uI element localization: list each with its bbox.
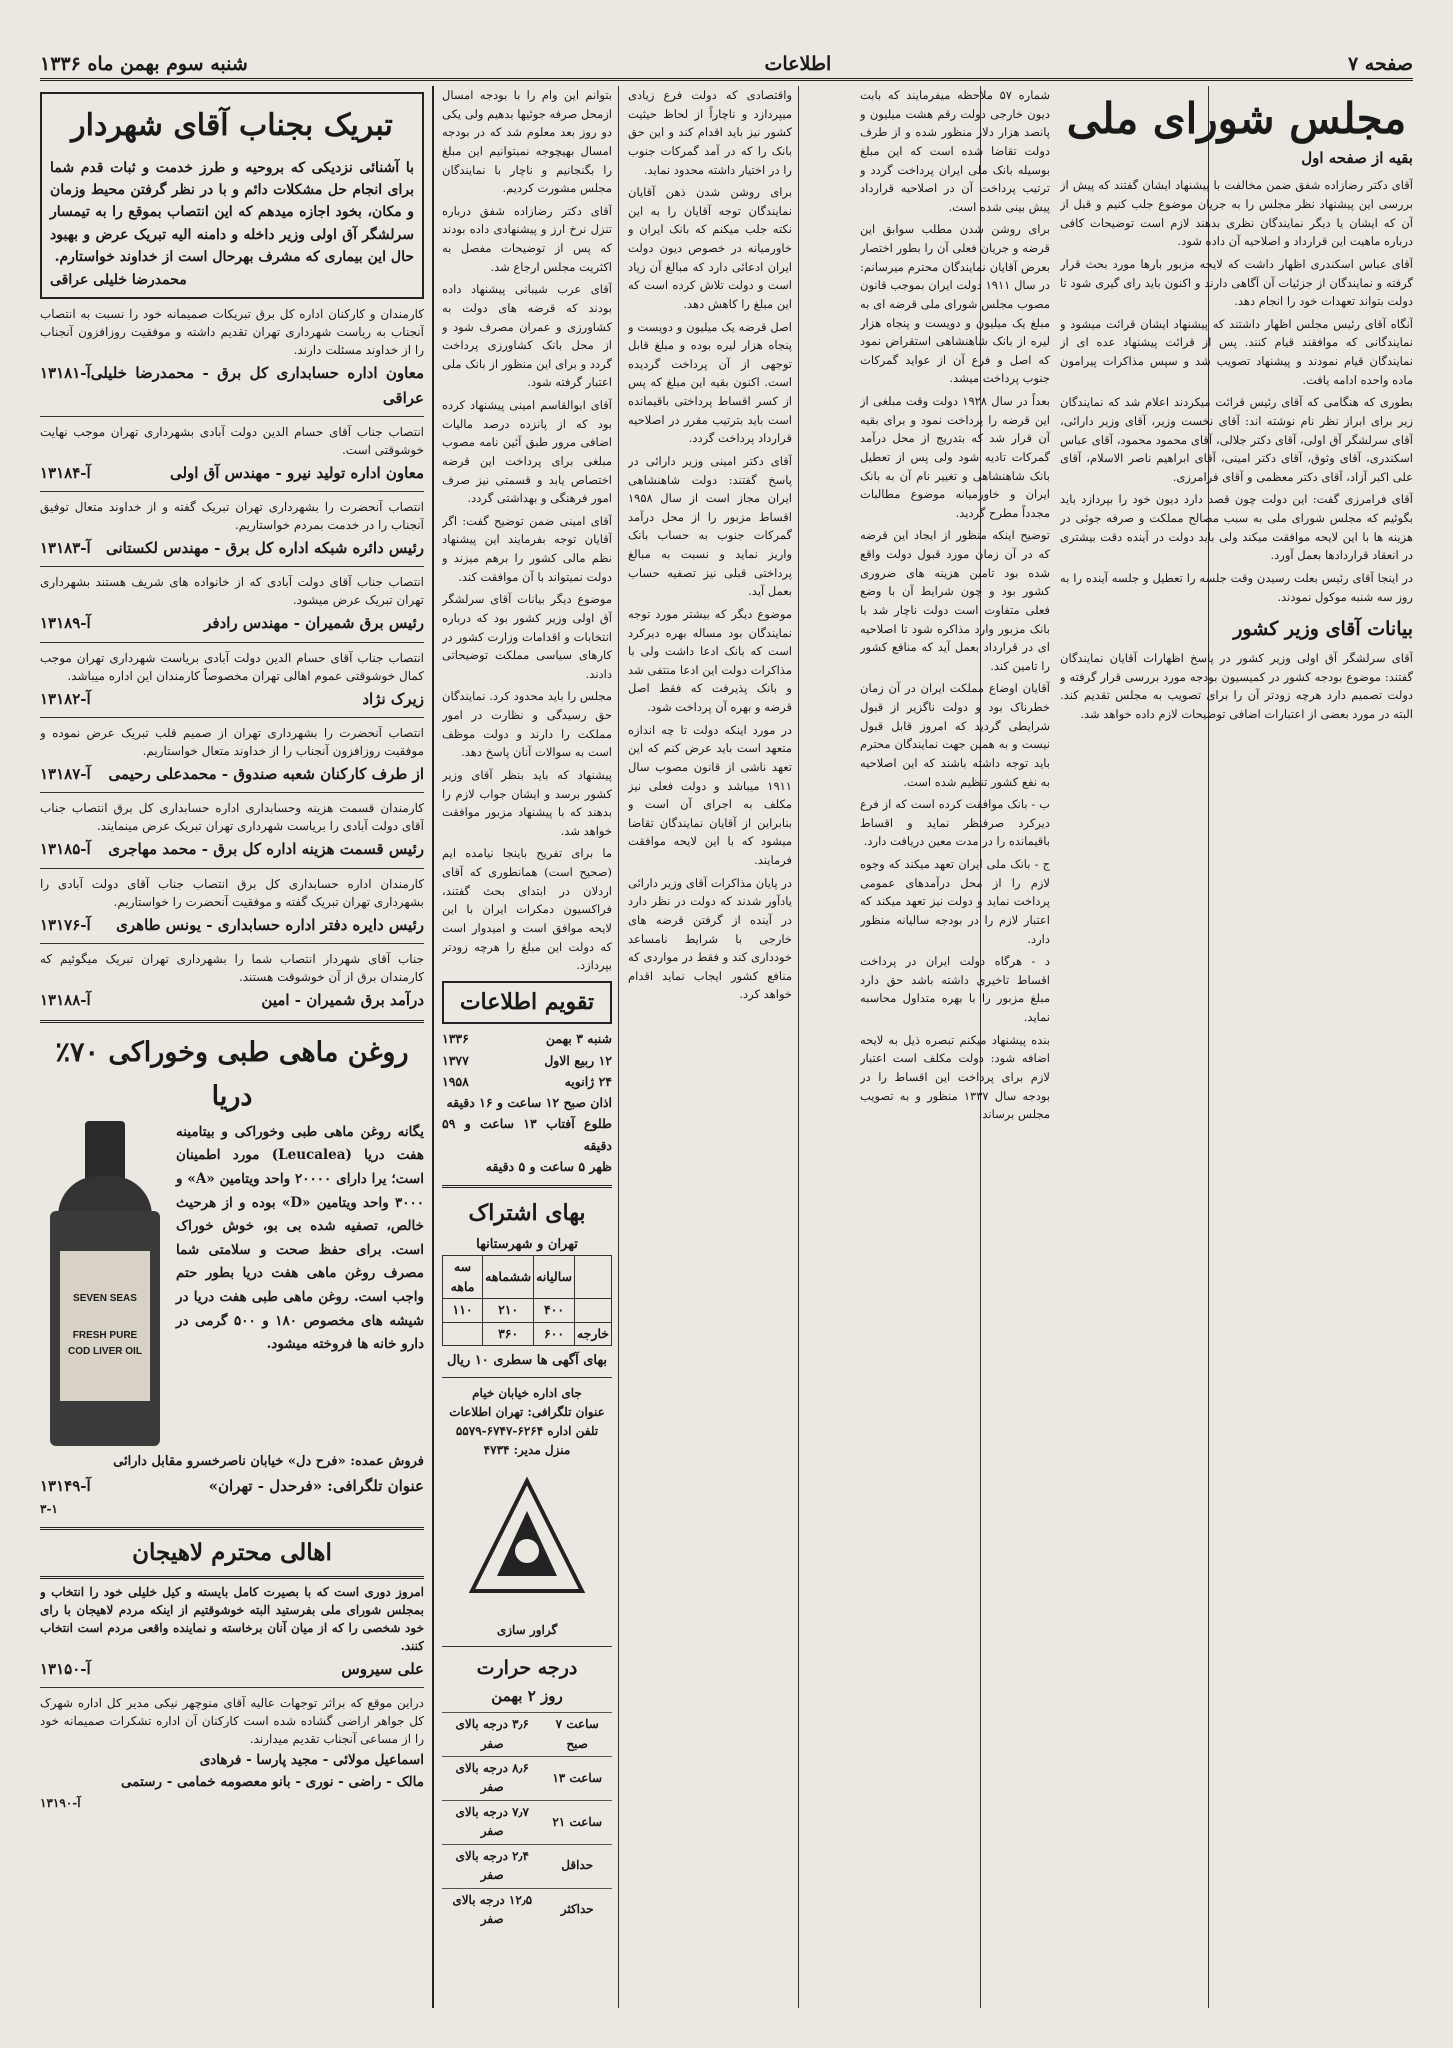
ad-code: آ-۱۳۱۸۴	[40, 463, 91, 482]
signature-name: زیرک نژاد	[362, 689, 424, 708]
table-cell: ۱۱۰	[443, 1299, 483, 1322]
article-paragraph: آقای عرب شیبانی پیشنهاد داده بودند که قرضه های دولت به کشاورزی و عمران مصرف شود و از محل بانک کشاورزی پرداخت گردد و برای این منظور از بانک ملی اعتبار گرفته شود.	[442, 282, 612, 390]
notice-signature	[40, 762, 424, 786]
divider	[40, 566, 424, 567]
ad-code: آ-۱۳۱۸۲	[40, 689, 91, 708]
divider	[442, 1646, 612, 1647]
notice-signature	[40, 837, 424, 861]
calendar-row	[442, 1071, 612, 1092]
notice-signature: مالک - راضی - نوری - بانو معصومه خمامی - رستمی	[121, 1773, 424, 1790]
notice-text: انتصاب جناب آقای دولت آبادی که از خانواده های شریف هستند بشهرداری تهران تبریک عرض میشود.	[40, 575, 424, 608]
signature-name: درآمد برق شمیران - امین	[261, 990, 424, 1009]
table-row	[442, 1800, 612, 1844]
calendar-title: تقویم اطلاعات	[442, 981, 612, 1025]
divider	[40, 943, 424, 944]
bottle-label-line: COD LIVER OIL	[68, 1345, 142, 1357]
table-cell: ۷٫۷ درجه بالای صفر	[442, 1800, 542, 1844]
article-paragraph: آقایان اوضاع مملکت ایران در آن زمان خطرناک بود و دولت ناگزیر از قبول شرایطی گردید که امروز قابل قبول نیست و به همین جهت نمایندگان محترم باید توجه داشته باشند که این اصلاحیه به نفع کشور تنظیم شده است.	[860, 681, 1050, 789]
parliament-column	[1060, 86, 1413, 2008]
fish-oil-ad	[40, 1031, 424, 1519]
signature-name: از طرف کارکنان شعبه صندوق - محمدعلی رحیمی	[108, 765, 424, 783]
divider	[40, 416, 424, 417]
table-row	[442, 1844, 612, 1888]
calendar-row	[442, 1050, 612, 1071]
calendar-label: اذان صبح ۱۲ ساعت و ۱۶ دقیقه	[446, 1095, 612, 1111]
ad-code: آ-۱۳۱۴۹	[40, 1476, 91, 1495]
box-signature: محمدرضا خلیلی عراقی	[50, 271, 187, 288]
calendar-value: ۱۳۷۷	[442, 1052, 469, 1068]
article-paragraph: آقای ابوالقاسم امینی پیشنهاد کرده بود که از پانزده درصد مالیات اضافی مرور طبق آئین نامه مصوب مبلغی برای پرداخت این قرضه اختصاص یابد و قسمتی نیز صرف امور فرهنگی و بهداشتی گردد.	[442, 398, 612, 506]
article-paragraph: ب - بانک موافقت کرده است که از فرع دیرکرد صرفنظر نماید و اقساط باقیمانده را در مدت معین دریافت دارد.	[860, 797, 1050, 849]
divider	[40, 868, 424, 869]
article-paragraph: آنگاه آقای رئیس مجلس اظهار داشتند که پیشنهاد ایشان قرائت میشود و نمایندگانی که موافقند قیام کنند. پس از قرائت پیشنهاد عده ای از نمایندگان قیام نمودند و پیشنهاد تصویب شد و سپس مذاکرات پیرامون ماده واحده ادامه یافت.	[1060, 316, 1413, 387]
signature-name: رئیس دایره دفتر اداره حسابداری - یونس طاهری	[116, 915, 424, 934]
subscription-table	[442, 1255, 612, 1346]
table-cell: ۱۲٫۵ درجه بالای صفر	[442, 1888, 542, 1931]
notice-text: کارمندان و کارکنان اداره کل برق تبریکات صمیمانه خود را نسبت به انتصاب آنجناب به ریاست شهرداری تهران تقدیم داشته و موفقیت روزافزون آنجناب را از خداوند مسئلت دارند.	[40, 307, 424, 358]
ad-code: آ-۱۳۱۸۸	[40, 990, 91, 1009]
divider	[40, 1020, 424, 1023]
lahijan-signature	[40, 1657, 424, 1681]
article-paragraph: اصل قرضه یک میلیون و دویست و پنجاه هزار لیره بوده و مبلغ قابل توجهی از آن پرداخت گردیده است. اکنون بقیه این مبلغ که پس از کسر اقساط پرداختی باقیمانده است باید بترتیب مقرر در اصلاحیه قرارداد پرداخت گردد.	[628, 319, 792, 446]
address-line: تلفن اداره ۶۲۶۴-۶۷۴۷-۵۵۷۹	[455, 1424, 599, 1439]
box-title: تبریک بجناب آقای شهردار	[71, 108, 393, 143]
notice-signature: اسماعیل مولائی - مجید پارسا - فرهادی	[199, 1751, 424, 1768]
ad-code: آ-۱۳۱۷۶	[40, 915, 91, 934]
article-paragraph: در اینجا آقای رئیس بعلت رسیدن وقت جلسه را تعطیل و جلسه آینده را به روز سه شنبه موکول نمودند.	[1060, 570, 1413, 604]
page-number: صفحه ۷	[1347, 53, 1413, 75]
notice-signature	[40, 687, 424, 711]
congratulation-box	[40, 92, 424, 299]
table-cell: ۲۱۰	[483, 1299, 534, 1322]
article-paragraph: مجلس را باید محدود کرد. نمایندگان حق رسیدگی و نظارت در امور مملکت را دارند و دولت موظف است به سوالات آنان پاسخ دهد.	[442, 689, 612, 760]
ad-title: روغن ماهی طبی وخوراکی ۷۰٪ دریا	[55, 1037, 409, 1112]
ad-telegraph: عنوان تلگرافی: «فرحدل - تهران»	[208, 1476, 424, 1495]
ad-code: آ-۱۳۱۸۳	[40, 539, 91, 558]
table-cell	[443, 1322, 483, 1345]
table-cell: ۲٫۴ درجه بالای صفر	[442, 1844, 542, 1888]
article-paragraph: در مورد اینکه دولت تا چه اندازه متعهد است باید عرض کنم که این تعهد ناشی از قانون مصوب سال ۱۹۱۱ میباشد و دولت فعلی نیز مکلف به اجرای آن است و بنابراین از آقایان نمایندگان تقاضا میشود که با این لایحه موافقت فرمایند.	[628, 722, 792, 867]
article-paragraph: موضوع دیگر بیانات آقای سرلشگر آق اولی وزیر کشور بود که درباره انتخابات و اقدامات وزارت کشور در کارهای سیاسی مملکت توضیحاتی دادند.	[442, 592, 612, 681]
article-paragraph: برای روشن شدن ذهن آقایان نمایندگان توجه آقایان را به این نکته جلب میکنم که بانک ایران و خاورمیانه در خصوص دیون دولت ایران ادعائی دارد که مبالغ آن زیاد است و دولت تلاش کرده است که این مبلغ را کاهش دهد.	[628, 185, 792, 311]
article-continuation: بقیه از صفحه اول	[1301, 149, 1413, 168]
article-paragraph: آقای فرامرزی گفت: این دولت چون قصد دارد دیون خود را بپردازد باید بگوئیم که مجلس شورای ملی به سبب مصالح مملکت و صرفه جوئی در هزینه ها با این لایحه موافقت میکند ولی باید دولت در آینده دقت بیشتری در انعقاد قراردادها بعمل آورد.	[1060, 492, 1413, 563]
calendar-box	[442, 1028, 612, 1177]
lahijan-text: امروز دوری است که با بصیرت کامل بایسته و کیل خلیلی خود را انتخاب و بمجلس شورای ملی بفرستید البته خوشوقتیم از اینکه مردم لاهیجان با رای خود شخصی را که از میان آنان برخاسته و نماینده واقعی مردم است انتخاب کنند.	[40, 1584, 424, 1653]
notice-text: انتصاب جناب آقای حسام الدین دولت آبادی بشهرداری تهران موجب نهایت خوشوقتی است.	[40, 424, 424, 457]
divider	[40, 1687, 424, 1688]
engraving-logo	[457, 1471, 597, 1611]
calendar-label: ۱۲ ربیع الاول	[544, 1052, 612, 1068]
table-header: سالیانه	[534, 1255, 575, 1299]
article-column-4	[442, 86, 612, 2008]
signature-name: معاون اداره تولید نیرو - مهندس آق اولی	[169, 463, 424, 482]
article-paragraph: واقتصادی که دولت فرع زیادی میپردازد و ناچاراً از لحاظ حیثیت کشور نیز باید اقدام کند و این حق بانک را که در آمد گمرکات جنوب را در اختیار داشته محدود نماید.	[628, 88, 792, 177]
issue-date: شنبه سوم بهمن ماه ۱۳۳۶	[40, 53, 248, 75]
article-paragraph: بعداً در سال ۱۹۲۸ دولت وقت مبلغی از این قرضه را پرداخت نمود و برای بقیه آن قرار شد که بتدریج از محل درآمد گمرکات تادیه شود ولی پس از تعطیل بانک شاهنشاهی و تغییر نام آن به بانک ایران و خاورمیانه موضوع مطالبات مجدداً مطرح گردید.	[860, 394, 1050, 520]
article-column-2	[860, 86, 1050, 2008]
article-paragraph: آقای عباس اسکندری اظهار داشت که لایحه مزبور بارها مورد بحث قرار گرفته و نمایندگان از جزئیات آن آگاهی دارند و اکنون باید رای گیری شود تا دولت بتواند تعهدات خود را انجام دهد.	[1060, 256, 1413, 309]
page-header	[40, 50, 1413, 81]
newspaper-name: اطلاعات	[764, 53, 832, 75]
bottle-brand: SEVEN SEAS	[73, 1293, 137, 1305]
article-paragraph: آقای دکتر رضازاده شفق درباره تنزل نرخ ارز و پیشنهادی داده بودند که پس از توضیحات مفصل به اکثریت مجلس ارجاع شد.	[442, 203, 612, 274]
temperature-title: درجه حرارت	[476, 1657, 578, 1680]
table-row	[442, 1756, 612, 1800]
notice-signature	[40, 536, 424, 560]
lahijan-title: اهالی محترم لاهیجان	[40, 1527, 424, 1578]
article-paragraph: در پایان مذاکرات آقای وزیر دارائی یادآور شدند که دولت در نظر دارد در آینده از گرفتن قرضه های خارجی با شرایط نامساعد خودداری کند و فقط در مواردی که منافع کشور ایجاب نماید اقدام خواهد کرد.	[628, 875, 792, 1002]
ad-number: ۳-۱	[40, 1502, 58, 1516]
notice-text: دراین موقع که براثر توجهات عالیه آقای منوچهر نیکی مدیر کل اداره شهرک کل جواهر اراضی گشاده شده است کارکنان آن اداره تشکرات صمیمانه خود را از مساعی آنجناب تقدیم میدارند.	[40, 1695, 424, 1746]
article-paragraph: آقای سرلشگر آق اولی وزیر کشور در پاسخ اظهارات آقایان نمایندگان گفتند: موضوع بودجه کشور در کمیسیون بودجه مورد بررسی قرار گرفته و دولت تصمیم دارد هرچه زودتر آن را برای تصویب به مجلس تقدیم کند. البته در مورد بعضی از اعتبارات اضافی توضیحات لازم داده خواهد شد.	[1060, 651, 1413, 721]
notice-signature	[40, 461, 424, 485]
calendar-row	[442, 1156, 612, 1177]
article-paragraph: بطوری که هنگامی که آقای رئیس قرائت میکردند اعلام شد که نمایندگان زیر برای ابراز نظر نام نوشته اند: آقای نخست وزیر، آقای وزیر دارائی، آقای سرلشگر آق اولی، آقای دکتر جلالی، آقای محمود محمود، آقای عباس اسکندری، آقای وثوق، آقای دکتر امینی، آقای ابراهیم ناصر الاسلام، آقای علی اکبر آزاد، آقای دکتر معظمی و آقای فرامرزی.	[1060, 395, 1413, 484]
article-paragraph: برای روشن شدن مطلب سوابق این قرضه و جریان فعلی آن را بطور اختصار بعرض آقایان نمایندگان محترم میرسانم: در سال ۱۹۱۱ دولت ایران بموجب قانون مصوب مجلس شورای ملی قرضه ای به مبلغ یک میلیون و دویست و پنجاه هزار لیره از بانک شاهنشاهی استقراض نمود که اصل و فرع آن از عواید گمرکات جنوب پرداخت میشد.	[860, 222, 1050, 386]
ad-body	[40, 1121, 424, 1451]
signature-name: رئیس برق شمیران - مهندس رادفر	[204, 614, 424, 633]
address-line: عنوان تلگرافی: تهران اطلاعات	[449, 1405, 605, 1420]
bottle-label-line: FRESH PURE	[72, 1329, 138, 1341]
calendar-value: ۱۹۵۸	[442, 1073, 469, 1089]
calendar-label: طلوع آفتاب ۱۳ ساعت و ۵۹ دقیقه	[442, 1116, 612, 1153]
article-paragraph: بنده پیشنهاد میکنم تبصره ذیل به لایحه اضافه شود: دولت مکلف است اعتبار لازم برای پرداخت این اقساط را در بودجه سال ۱۳۳۷ منظور و به تصویب مجلس برساند.	[860, 1032, 1050, 1122]
table-cell: ساعت ۲۱	[542, 1800, 612, 1844]
ad-code: آ-۱۳۱۵۰	[40, 1659, 91, 1678]
logo-icon	[457, 1471, 597, 1611]
article-paragraph: پیشنهاد که باید بنظر آقای وزیر کشور برسد و ایشان جواب لازم را بدهند که با پیشنهاد مزبور موافقت خواهد شد.	[442, 767, 612, 838]
table-cell: ۳۶۰	[483, 1322, 534, 1345]
signature-name: رئیس قسمت هزینه اداره کل برق - محمد مهاجری	[108, 840, 424, 859]
table-cell: حداکثر	[542, 1888, 612, 1931]
ad-price: بهای آگهی ها سطری ۱۰ ریال	[447, 1352, 607, 1368]
bottle-illustration	[40, 1121, 170, 1451]
calendar-label: ظهر ۵ ساعت و ۵ دقیقه	[485, 1158, 612, 1174]
table-cell: خارجه	[574, 1322, 611, 1345]
article-paragraph: آقای دکتر رضازاده شفق ضمن مخالفت با پیشنهاد ایشان گفتند که پیش از بررسی این پیشنهاد نظر مجلس را به جریان موضوع جلب کنیم و قبل از آن که ایشان یا دیگر نمایندگان نظری بدهند لازم است توضیحات کافی درباره ماهیت این قرارداد و اصلاحیه آن داده شود.	[1060, 178, 1413, 249]
address-block	[442, 1384, 612, 1461]
table-cell: ساعت ۱۳	[542, 1756, 612, 1800]
article-paragraph: شماره ۵۷ ملاحظه میفرمایند که بابت دیون خارجی دولت رقم هشت میلیون و پانصد هزار دلار منظور شده و از طرف دولت تقاضا شده است که این مبلغ بوسیله بانک ملی ایران پرداخت گردد و ترتیب پرداخت آن در اصلاحیه قرارداد پیش بینی شده است.	[860, 88, 1050, 214]
notice-text: انتصاب آنحضرت را بشهرداری تهران از صمیم قلب تبریک عرض نموده و موفقیت روزافزون آنجناب را از خداوند متعال خواستاریم.	[40, 726, 424, 758]
ad-code: آ-۱۳۱۸۱	[40, 364, 91, 383]
column-rule	[618, 86, 619, 2008]
article-headline: مجلس شورای ملی	[1066, 94, 1407, 143]
table-cell: حداقل	[542, 1844, 612, 1888]
divider	[40, 717, 424, 718]
signature-name: معاون اداره حسابداری کل برق - محمدرضا خلیلی عراقی	[90, 364, 424, 407]
article-paragraph: ج - بانک ملی ایران تعهد میکند که وجوه لازم را از محل درآمدهای عمومی پرداخت نماید و دولت نیز تعهد میکند که اعتبار لازم را در بودجه سالیانه منظور دارد.	[860, 857, 1050, 946]
subscription-title: بهای اشتراک	[468, 1200, 586, 1227]
temperature-date: روز ۲ بهمن	[491, 1686, 563, 1705]
divider	[442, 1185, 612, 1188]
logo-caption: گراور سازی	[496, 1622, 558, 1637]
bottle-shoulder	[58, 1176, 152, 1216]
article-column-3	[628, 86, 792, 2008]
table-cell	[574, 1255, 611, 1299]
calendar-label: ۲۴ ژانویه	[564, 1073, 612, 1089]
temperature-table	[442, 1712, 612, 1931]
table-cell: ساعت ۷ صبح	[542, 1713, 612, 1757]
notice-text: انتصاب آنحضرت را بشهرداری تهران تبریک گفته و از خداوند متعال توفیق آنجناب را در خدمت بمردم خواستاریم.	[40, 500, 424, 533]
ad-sales: فروش عمده: «فرح دل» خیابان ناصرخسرو مقابل دارائی	[113, 1453, 424, 1469]
article-paragraph: موضوع دیگر که بیشتر مورد توجه نمایندگان بود مساله بهره دیرکرد است که بانک ادعا داشت ولی با مذاکرات دولت این ادعا منتفی شد و بانک پذیرفت که فقط اصل قرضه و بهره آن پرداخت شود.	[628, 606, 792, 714]
ad-text: یگانه روغن ماهی طبی وخوراکی و بیتامینه هفت دریا (Leucalea) مورد اطمینان است؛ یرا دارای ۲۰۰۰۰ واحد ویتامین «A» و ۳۰۰۰ واحد ویتامین «D» بوده و از هرحیث خالص، تصفیه شده بی بو، خوش خوراک است. برای حفظ صحت و سلامتی شما مصرف روغن ماهی هفت دریا بطور حتم واجب است. روغن ماهی طبی هفت دریا در شیشه های مخصوص ۱۸۰ و ۵۰۰ گرمی در دارو خانه ها فروخته میشود.	[176, 1123, 424, 1353]
column-rule	[432, 86, 434, 2008]
ad-code: آ-۱۳۱۸۷	[40, 765, 91, 783]
notice-text: جناب آقای شهردار انتصاب شما را بشهرداری تهران تبریک میگوئیم که کارمندان برق از آن خوشوقت هستند.	[40, 951, 424, 984]
divider	[442, 1377, 612, 1378]
bottle-neck	[85, 1121, 125, 1181]
box-text: با آشنائی نزدیکی که بروحیه و طرز خدمت و ثبات قدم شما برای انجام حل مشکلات دائم و با در نظر گرفتن محیط وزمان و مکان، بخود اجازه میدهم که این انتصاب بموقع را به تیمسار سرلشگر آق اولی وزیر داخله و دامنه الیه تبریک عرض و بهبود حال این بیماری که مشرف بهرحال است از خداوند خواستارم.	[50, 159, 414, 266]
address-line: منزل مدیر: ۴۷۳۴	[483, 1443, 571, 1458]
ad-footer	[40, 1474, 424, 1498]
divider	[40, 792, 424, 793]
divider	[40, 491, 424, 492]
section-heading: بیانات آقای وزیر کشور	[1233, 618, 1413, 641]
table-row	[442, 1888, 612, 1931]
notice-text: کارمندان قسمت هزینه وحسابداری اداره حسابداری کل برق انتصاب جناب آقای دولت آبادی را بریاست شهرداری تهران تبریک عرض مینمایند.	[40, 801, 424, 834]
signature-name: رئیس دائره شبکه اداره کل برق - مهندس لکستانی	[105, 539, 424, 558]
calendar-row	[442, 1028, 612, 1049]
signature-name: علی سیروس	[341, 1659, 424, 1678]
article-paragraph: آقای امینی ضمن توضیح گفت: اگر آقایان توجه بفرمایند این پیشنهاد نظم مالی کشور را برهم میزند و دولت نمیتواند با آن موافقت کند.	[442, 513, 612, 584]
calendar-row	[442, 1113, 612, 1156]
ad-code: آ-۱۳۱۸۹	[40, 614, 91, 633]
article-paragraph: د - هرگاه دولت ایران در پرداخت اقساط تاخیری داشته باشد حق دارد مبلغ مزبور را با بهره متداول محاسبه نماید.	[860, 954, 1050, 1024]
table-header: ششماهه	[483, 1255, 534, 1299]
calendar-row	[442, 1092, 612, 1113]
ad-code: آ-۱۳۱۸۵	[40, 840, 91, 859]
table-cell	[574, 1299, 611, 1322]
notices-column	[40, 86, 424, 2008]
table-header: سه ماهه	[443, 1255, 483, 1299]
table-cell: ۴۰۰	[534, 1299, 575, 1322]
address-line: جای اداره خیابان خیام	[472, 1385, 582, 1400]
calendar-value: ۱۳۳۶	[442, 1031, 469, 1047]
article-paragraph: بتوانم این وام را با بودجه امسال ازمحل صرفه جوئیها بدهیم ولی یکی دو روز بعد معلوم شد که در بودجه امسال بهیچوجه نمیتوانیم این مبلغ را بگنجانیم و ناچار با نمایندگان مجلس مشورت کردیم.	[442, 88, 612, 196]
table-row	[442, 1713, 612, 1757]
article-paragraph: ما برای تفریح باینجا نیامده ایم (صحیح است) همانطوری که آقای اردلان در ابتدای بحث گفتند، فراکسیون دمکرات ایران با این لایحه موافق است و امیدوار است که دولت این مبلغ را هرچه زودتر بپردازد.	[442, 846, 612, 973]
article-paragraph: آقای دکتر امینی وزیر دارائی در پاسخ گفتند: دولت شاهنشاهی ایران مجاز است از سال ۱۹۵۸ اقساط مزبور را از محل درآمد گمرکات جنوب به حساب بانک واریز نماید و نسبت به مبالغ پرداختی قبلی نیز تصفیه حساب بعمل آید.	[628, 453, 792, 599]
notice-signature	[40, 988, 424, 1012]
notice-signature	[40, 913, 424, 937]
article-paragraph: توضیح اینکه منظور از ایجاد این قرضه که در آن زمان مورد قبول دولت واقع شده بود تامین هزینه های ضروری کشور بود و چون شرایط آن با وضع فعلی متفاوت است دولت ناچار شد با بانک مزبور وارد مذاکره شود تا اصلاحیه ای در قرارداد بعمل آید که منافع کشور را تامین کند.	[860, 528, 1050, 673]
subscription-region: تهران و شهرستانها	[476, 1236, 578, 1252]
notice-signature	[40, 361, 424, 410]
calendar-label: شنبه ۳ بهمن	[545, 1031, 612, 1047]
table-cell: ۸٫۶ درجه بالای صفر	[442, 1756, 542, 1800]
table-cell: ۶۰۰	[534, 1322, 575, 1345]
table-cell: ۳٫۶ درجه بالای صفر	[442, 1713, 542, 1757]
ad-code: آ-۱۳۱۹۰	[40, 1795, 81, 1810]
bottle-label	[60, 1251, 150, 1401]
notice-signature	[40, 611, 424, 635]
column-rule	[798, 86, 799, 2008]
divider	[40, 642, 424, 643]
notice-text: انتصاب جناب آقای حسام الدین دولت آبادی بریاست شهرداری تهران موجب کمال خوشوقتی عموم اهالی تهران مخصوصاً کارمندان این اداره میباشد.	[40, 650, 424, 683]
notice-text: کارمندان اداره حسابداری کل برق انتصاب جناب آقای دولت آبادی را بشهرداری تهران تبریک گفته و موفقیت آنحضرت را خواستاریم.	[40, 876, 424, 909]
